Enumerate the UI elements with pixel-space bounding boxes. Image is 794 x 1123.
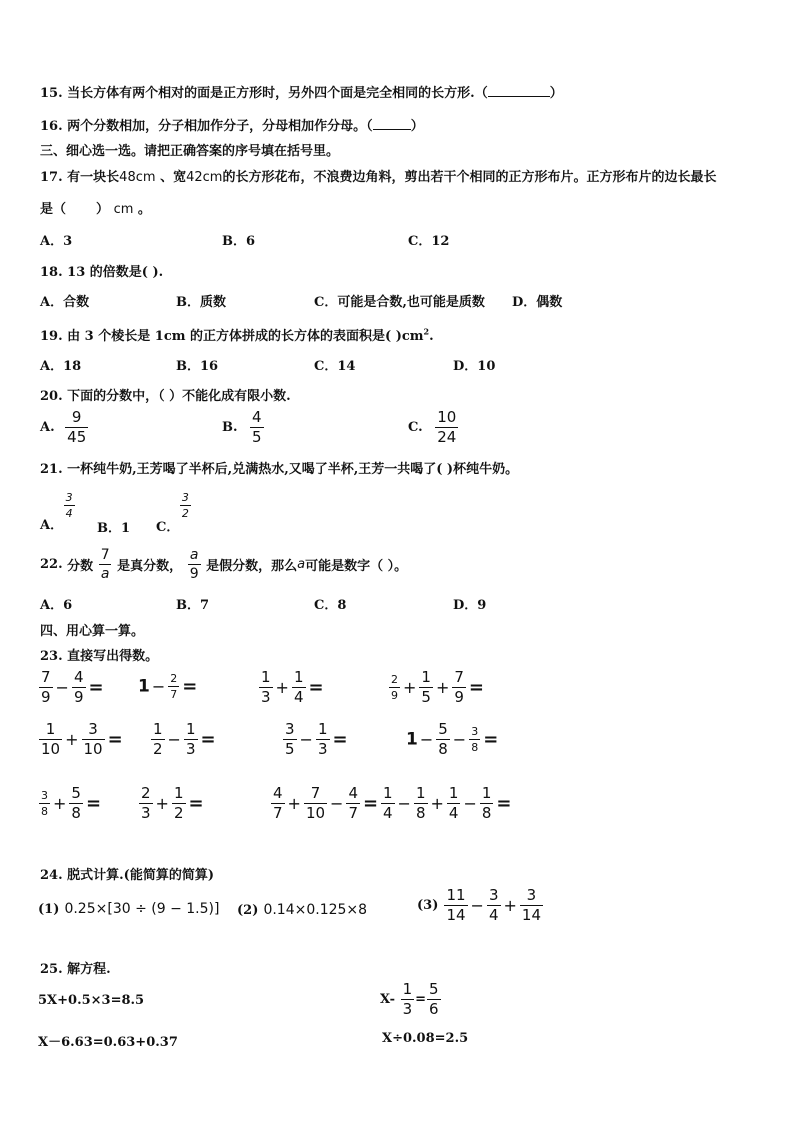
option-b[interactable]: B．1 (97, 521, 131, 536)
option-a[interactable]: A． $\frac{3}{4}$ (40, 491, 73, 533)
option-b[interactable]: B．7 (176, 598, 210, 613)
option-a[interactable]: A．3 (40, 234, 73, 249)
option-c[interactable]: C．12 (408, 234, 450, 249)
calc-8: 1 − $\frac{5}{8}$ − $\frac{3}{8}$ = (406, 720, 499, 758)
option-c[interactable]: C．8 (314, 598, 347, 613)
option-b[interactable]: B. $\frac{4}{5}$ (222, 408, 262, 446)
option-c[interactable]: C．14 (314, 359, 356, 374)
calc-4: $\frac{2}{9}$ + $\frac{1}{5}$ + $\frac{7}{9}$ = (391, 668, 484, 706)
question-text: 当长方体有两个相对的面是正方形时，另外四个面是完全相同的长方形. (67, 86, 475, 101)
calc-7: $\frac{3}{5}$ − $\frac{1}{3}$ = (285, 720, 348, 758)
option-a[interactable]: A. $\frac{9}{45}$ (40, 408, 87, 446)
equation-2: X- $\frac{1}{3}$ = $\frac{5}{6}$ (380, 980, 439, 1018)
option-a[interactable]: A．合数 (40, 295, 90, 310)
fraction: $\frac{3}{2}$ (181, 491, 189, 520)
equation-3: X－6.63=0.63+0.37 (38, 1035, 178, 1050)
calc-6: $\frac{1}{2}$ − $\frac{1}{3}$ = (153, 720, 216, 758)
calc-11: $\frac{4}{7}$ + $\frac{7}{10}$ − $\frac{4}{7}$ = (273, 784, 379, 822)
question-20: 20. 下面的分数中，（ ）不能化成有限小数. (40, 389, 291, 404)
option-b[interactable]: B．16 (176, 359, 219, 374)
calc-24-1: (1) 0.25×[30 ÷ (9 − 1.5)] (38, 901, 220, 917)
question-18: 18. 13 的倍数是( ). (40, 265, 164, 280)
option-c[interactable]: C． $\frac{3}{2}$ (156, 491, 189, 535)
calc-10: $\frac{2}{3}$ + $\frac{1}{2}$ = (141, 784, 204, 822)
option-c[interactable]: C. $\frac{10}{24}$ (408, 408, 457, 446)
question-19: 19. 由 3 个棱长是 1cm 的正方体拼成的长方体的表面积是( )$cm^2$. (40, 326, 434, 344)
option-b[interactable]: B．质数 (176, 295, 226, 310)
question-text: 两个分数相加，分子相加作分子，分母相加作分母。 (67, 119, 367, 134)
answer-blank[interactable] (488, 96, 550, 97)
section-4-heading: 四、用心算一算。 (40, 624, 145, 639)
calc-1: $\frac{7}{9}$ − $\frac{4}{9}$ = (41, 668, 104, 706)
question-15: 15. 当长方体有两个相对的面是正方形时，另外四个面是完全相同的长方形.（ ） (40, 86, 563, 101)
question-17: 17. 有一块长48cm 、宽42cm的长方形花布，不浪费边角料，剪出若干个相同的正方形布片。正方形布片的边长最长 (40, 170, 717, 185)
question-23: 23. 直接写出得数。 (40, 649, 159, 664)
section-3-heading: 三、细心选一选。请把正确答案的序号填在括号里。 (40, 144, 340, 159)
option-d[interactable]: D．10 (453, 359, 496, 374)
option-a[interactable]: A．6 (40, 598, 73, 613)
calc-3: $\frac{1}{3}$ + $\frac{1}{4}$ = (261, 668, 324, 706)
fraction: $\frac{4}{5}$ (252, 408, 262, 446)
question-number: 16. (40, 119, 63, 134)
fraction: $\frac{9}{45}$ (67, 408, 87, 446)
calc-9: $\frac{3}{8}$ + $\frac{5}{8}$ = (41, 784, 102, 822)
equation-1: 5X+0.5×3=8.5 (38, 993, 145, 1008)
fraction: $\frac{10}{24}$ (437, 408, 457, 446)
answer-blank[interactable] (373, 129, 411, 130)
calc-24-2: (2) 0.14×0.125×8 (237, 902, 368, 918)
calc-5: $\frac{1}{10}$ + $\frac{3}{10}$ = (41, 720, 123, 758)
calc-2: 1 − $\frac{2}{7}$ = (138, 672, 198, 701)
fraction: $\frac{3}{4}$ (65, 491, 73, 520)
question-number: 15. (40, 86, 63, 101)
question-21: 21. 一杯纯牛奶,王芳喝了半杯后,兑满热水,又喝了半杯,王芳一共喝了( )杯纯牛奶。 (40, 462, 519, 477)
question-24: 24. 脱式计算.(能简算的简算) (40, 868, 214, 883)
option-d[interactable]: D．9 (453, 598, 487, 613)
question-25: 25. 解方程. (40, 962, 111, 977)
calc-12: $\frac{1}{4}$ − $\frac{1}{8}$ + $\frac{1}{4}$ − $\frac{1}{8}$ = (383, 784, 512, 822)
fraction: $\frac{a}{9}$ (189, 547, 199, 582)
option-c[interactable]: C．可能是合数,也可能是质数 (314, 295, 485, 310)
option-b[interactable]: B．6 (222, 234, 256, 249)
question-16: 16. 两个分数相加，分子相加作分子，分母相加作分母。（ ） (40, 119, 424, 134)
question-17-line2: 是（ ） cm 。 (40, 202, 151, 217)
equation-4: X÷0.08=2.5 (382, 1031, 469, 1046)
option-d[interactable]: D．偶数 (512, 295, 563, 310)
fraction: $\frac{7}{a}$ (100, 547, 110, 582)
question-22: 22. 分数 $\frac{7}{a}$ 是真分数， $\frac{a}{9}$ 是假分数，那么a可能是数字（ ）。 (40, 547, 408, 582)
calc-24-3: (3) $\frac{11}{14}$ − $\frac{3}{4}$ + $\frac{3}{14}$ (417, 886, 541, 924)
option-a[interactable]: A．18 (40, 359, 82, 374)
